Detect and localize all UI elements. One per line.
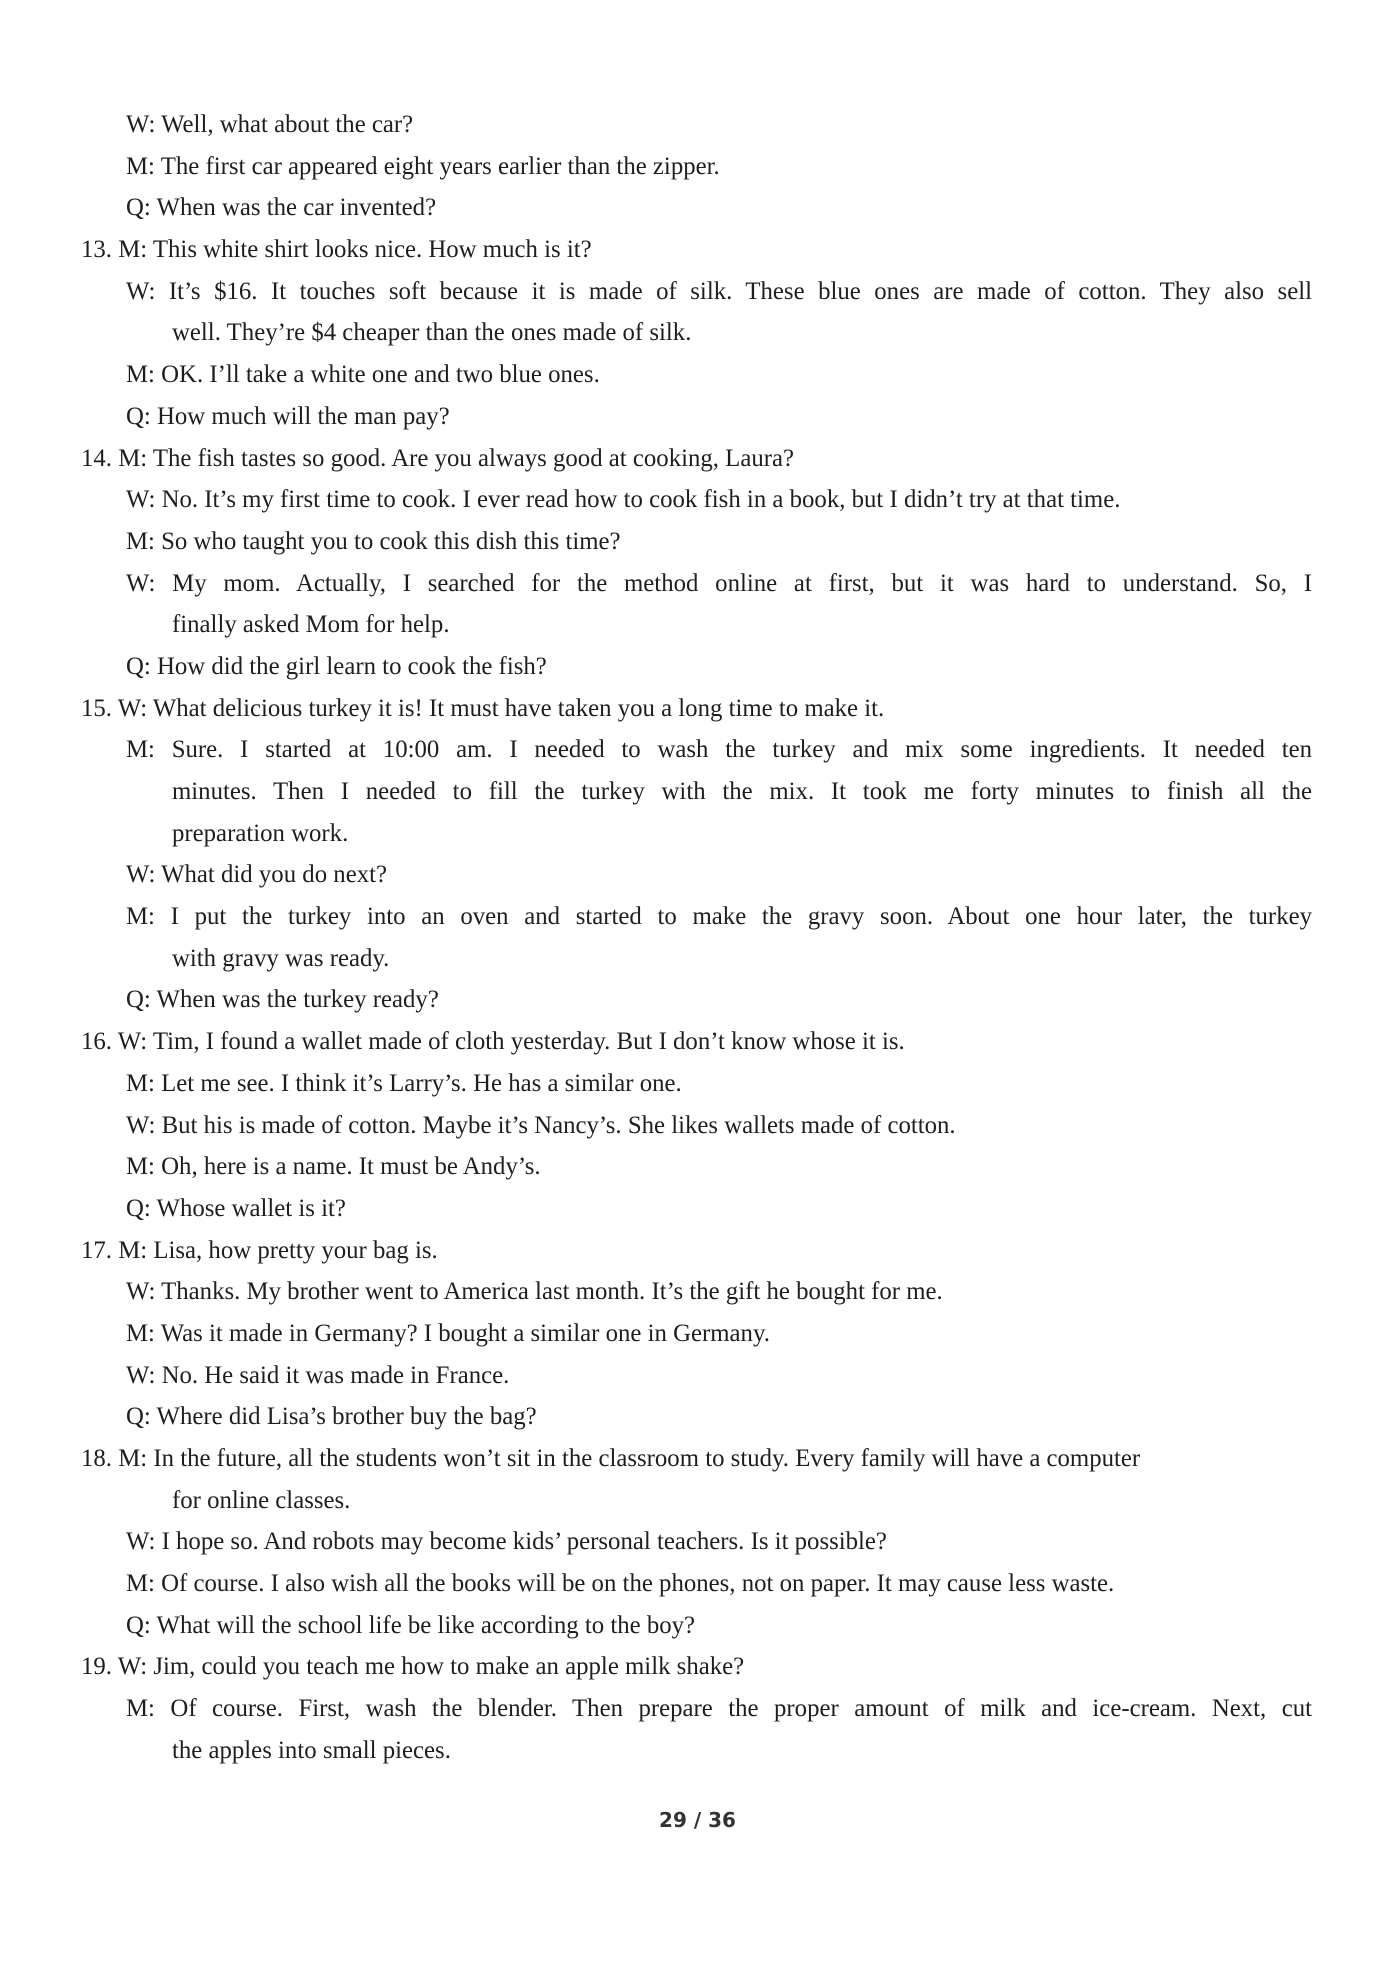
dialogue-line: M: Of course. I also wish all the books will be on the phones, not on paper. It may cause less waste. [126,1570,1115,1598]
dialogue-line: Q: When was the car invented? [126,194,437,222]
dialogue-line: finally asked Mom for help. [172,611,450,639]
dialogue-line: W: Thanks. My brother went to America last month. It’s the gift he bought for me. [126,1278,943,1306]
dialogue-line: preparation work. [172,819,349,847]
transcript-body [0,104,1395,1772]
dialogue-line: Q: What will the school life be like according to the boy? [126,1611,696,1639]
question-line: 17. M: Lisa, how pretty your bag is. [81,1236,438,1264]
question-line: 14. M: The fish tastes so good. Are you always good at cooking, Laura? [81,444,795,472]
dialogue-line: M: Oh, here is a name. It must be Andy’s. [126,1153,541,1181]
dialogue-line: with gravy was ready. [172,944,390,972]
dialogue-line: M: Sure. I started at 10:00 am. I needed to wash the turkey and mix some ingredients. It needed ten [126,736,1312,764]
dialogue-line: W: No. He said it was made in France. [126,1361,510,1389]
dialogue-line: W: What did you do next? [126,861,387,889]
question-line: 19. W: Jim, could you teach me how to make an apple milk shake? [81,1653,745,1681]
dialogue-line: for online classes. [172,1486,351,1514]
dialogue-line: M: I put the turkey into an oven and started to make the gravy soon. About one hour later, the turkey [126,903,1312,931]
dialogue-line: M: Of course. First, wash the blender. Then prepare the proper amount of milk and ice-cream. Next, cut [126,1695,1312,1723]
page-number: 29 / 36 [659,1808,736,1832]
dialogue-line: minutes. Then I needed to fill the turkey with the mix. It took me forty minutes to finish all the [172,778,1312,805]
dialogue-line: M: OK. I’ll take a white one and two blue ones. [126,361,600,389]
dialogue-line: W: No. It’s my first time to cook. I ever read how to cook fish in a book, but I didn’t try at that time. [126,486,1121,514]
dialogue-line: Q: When was the turkey ready? [126,986,439,1014]
dialogue-line: M: Let me see. I think it’s Larry’s. He has a similar one. [126,1069,682,1097]
dialogue-line: M: The first car appeared eight years earlier than the zipper. [126,152,720,180]
dialogue-line: W: But his is made of cotton. Maybe it’s Nancy’s. She likes wallets made of cotton. [126,1111,956,1139]
question-line: 15. W: What delicious turkey it is! It must have taken you a long time to make it. [81,694,885,722]
dialogue-line: W: It’s $16. It touches soft because it is made of silk. These blue ones are made of cotton. They also sell [126,277,1312,305]
dialogue-line: M: Was it made in Germany? I bought a similar one in Germany. [126,1319,770,1347]
dialogue-line: Q: Whose wallet is it? [126,1194,346,1222]
dialogue-line: W: Well, what about the car? [126,111,414,138]
dialogue-line: M: So who taught you to cook this dish this time? [126,527,621,555]
question-line: 13. M: This white shirt looks nice. How much is it? [81,236,592,264]
dialogue-line: Q: Where did Lisa’s brother buy the bag? [126,1403,537,1431]
dialogue-line: W: I hope so. And robots may become kids’ personal teachers. Is it possible? [126,1528,887,1556]
question-line: 16. W: Tim, I found a wallet made of cloth yesterday. But I don’t know whose it is. [81,1028,905,1056]
dialogue-line: Q: How much will the man pay? [126,402,450,430]
question-line: 18. M: In the future, all the students won’t sit in the classroom to study. Every family will have a computer [81,1445,1141,1472]
dialogue-line: W: My mom. Actually, I searched for the method online at first, but it was hard to understand. So, I [126,569,1312,597]
dialogue-line: the apples into small pieces. [172,1736,451,1764]
dialogue-line: well. They’re $4 cheaper than the ones made of silk. [172,319,692,347]
dialogue-line: Q: How did the girl learn to cook the fish? [126,652,547,680]
